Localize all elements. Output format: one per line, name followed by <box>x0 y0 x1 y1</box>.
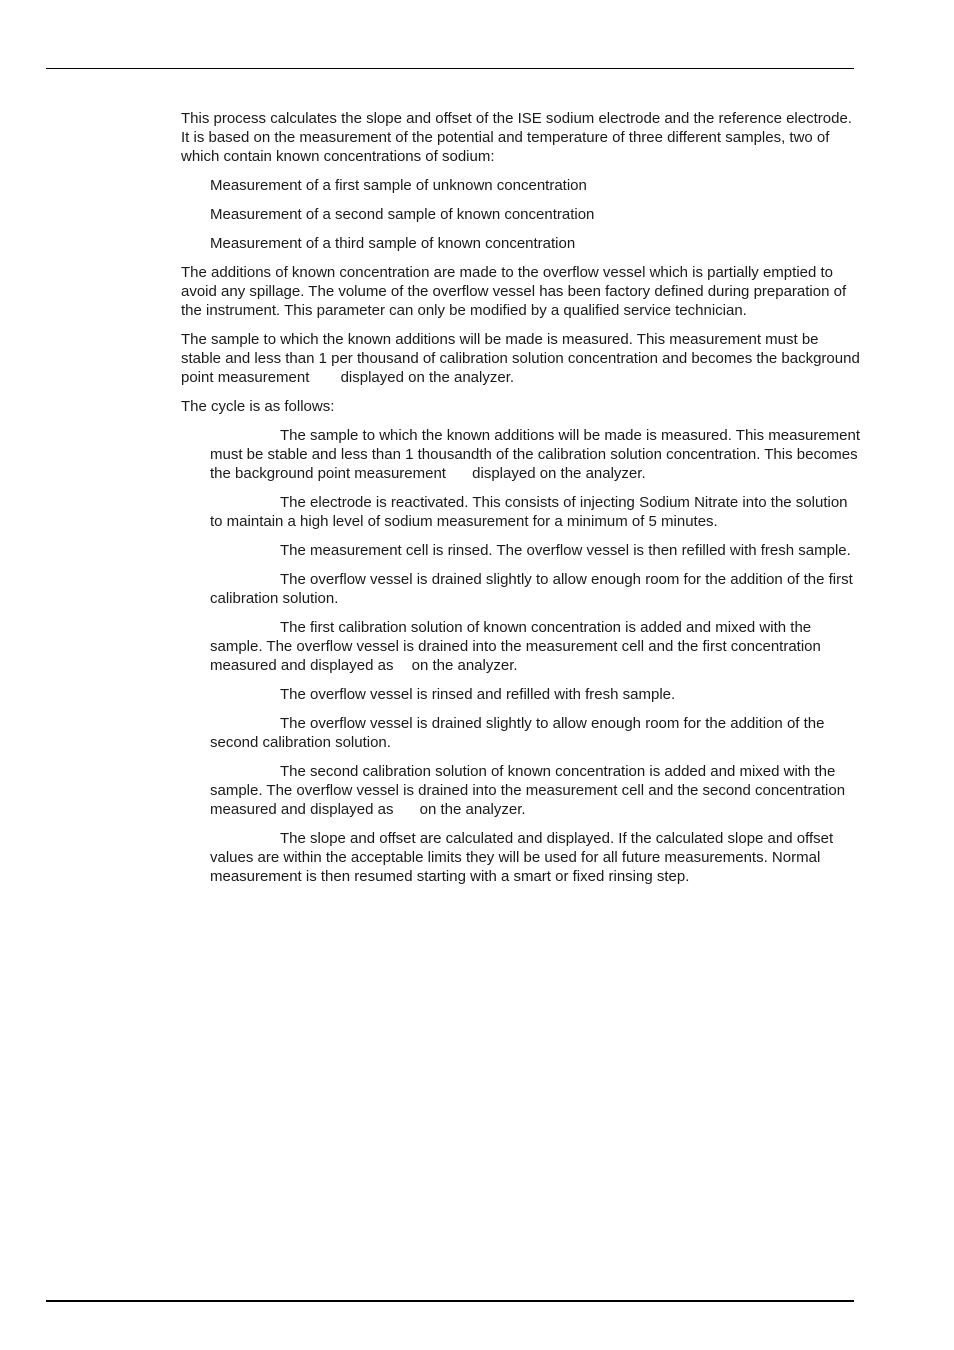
cycle-step-5-text: The first calibration solution of known concentration is added and mixed with the sample. The overflow vessel is drained into the measurement cell and the first concentration measured and displayed as <box>210 618 821 675</box>
cycle-step-9: The slope and offset are calculated and displayed. If the calculated slope and offset values are within the acceptable limits they will be used for all future measurements. Normal measurement is then resumed starting with a smart or fixed rinsing step. <box>210 830 834 886</box>
cycle-step-5 <box>210 618 861 676</box>
intro-paragraph: This process calculates the slope and offset of the ISE sodium electrode and the reference electrode. It is based on the measurement of the potential and temperature of three different samples, two of which contain known concentrations of sodium: <box>181 110 852 166</box>
cycle-intro: The cycle is as follows: <box>181 398 335 415</box>
cycle-step-8-tail: on the analyzer. <box>419 801 526 819</box>
cycle-step-8 <box>210 762 861 820</box>
cycle-step-8-text: The second calibration solution of known concentration is added and mixed with the sample. The overflow vessel is drained into the measurement cell and the second concentration measured and displayed as <box>210 762 846 819</box>
bullet-item-3: Measurement of a third sample of known concentration <box>210 234 576 252</box>
footer-rule <box>46 1300 854 1302</box>
sample-paragraph-tail: displayed on the analyzer. <box>340 369 515 387</box>
cycle-step-2: The electrode is reactivated. This consists of injecting Sodium Nitrate into the solution to maintain a high level of sodium measurement for a minimum of 5 minutes. <box>210 494 848 531</box>
sample-paragraph-text: The sample to which the known additions will be made is measured. This measurement must be stable and less than 1 per thousand of calibration solution concentration and becomes the background point measurement <box>181 330 860 387</box>
cycle-step-6: The overflow vessel is rinsed and refilled with fresh sample. <box>280 686 676 703</box>
sample-paragraph <box>181 330 861 388</box>
cycle-step-7: The overflow vessel is drained slightly to allow enough room for the addition of the second calibration solution. <box>210 714 825 751</box>
additions-paragraph: The additions of known concentration are made to the overflow vessel which is partially emptied to avoid any spillage. The volume of the overflow vessel has been factory defined during preparation of the instrument. This parameter can only be modified by a qualified service technician. <box>181 263 847 319</box>
cycle-step-1 <box>210 426 861 484</box>
bullet-item-1: Measurement of a first sample of unknown concentration <box>210 177 587 195</box>
document-body <box>181 109 861 896</box>
cycle-step-4: The overflow vessel is drained slightly to allow enough room for the addition of the first calibration solution. <box>210 570 853 607</box>
cycle-step-1-tail: displayed on the analyzer. <box>472 465 646 483</box>
header-rule <box>46 68 854 69</box>
cycle-step-3: The measurement cell is rinsed. The overflow vessel is then refilled with fresh sample. <box>280 542 851 559</box>
cycle-step-5-tail: on the analyzer. <box>411 657 518 675</box>
bullet-item-2: Measurement of a second sample of known concentration <box>210 206 595 223</box>
cycle-step-1-text: The sample to which the known additions will be made is measured. This measurement must be stable and less than 1 thousandth of the calibration solution concentration. This becomes the background point measurement <box>210 426 861 483</box>
